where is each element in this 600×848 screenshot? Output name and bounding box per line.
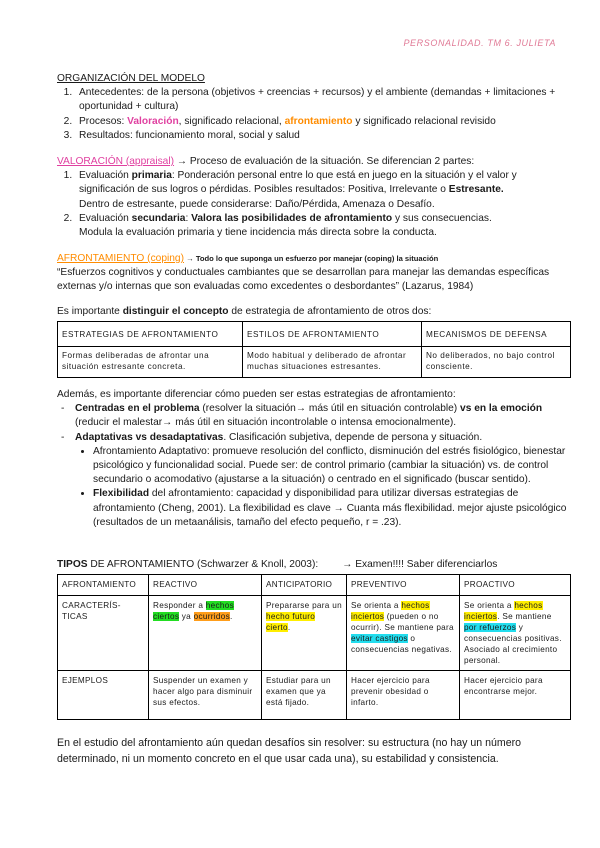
afrontamiento-section: [57, 252, 572, 295]
ademas-list: [57, 402, 572, 445]
ademas-item-adaptativas: [75, 431, 572, 445]
anticipatorio-a: Prepararse para un: [266, 601, 342, 611]
concept-cell-estilos: Modo habitual y deliberado de afrontar muchas situaciones estresantes.: [243, 347, 422, 378]
ejemplo-proactivo: Hacer ejercicio para encontrarse mejor.: [460, 671, 571, 720]
preventivo-b: (pueden o no ocurrir). Se mantiene para: [351, 612, 454, 633]
p1-c: : Ponderación personal entre lo que está en juego en la situación y el valor y significación de sus logros o pérdidas. Posibles resultados: Positiva, Irrelevante o: [79, 170, 517, 196]
concept-header-mecanismos: MECANISMOS DE DEFENSA: [422, 322, 571, 347]
afrontamiento-title: AFRONTAMIENTO (coping): [57, 253, 184, 264]
p1-b: primaria: [131, 170, 172, 182]
ejemplo-preventivo: Hacer ejercicio para prevenir obesidad o infarto.: [347, 671, 460, 720]
reactivo-highlight-2: ocurridos: [193, 612, 230, 622]
ademas-section: [57, 388, 572, 530]
p1-d: Estresante.: [448, 184, 504, 196]
concept-header-estilos: ESTILOS DE AFRONTAMIENTO: [243, 322, 422, 347]
tipos-cell-proactivo: [460, 596, 571, 671]
org-title: ORGANIZACIÓN DEL MODELO: [57, 73, 205, 84]
proactivo-c: y consecuencias positivas. Asociado al crecimiento personal.: [464, 623, 562, 666]
proactivo-a: Se orienta a: [464, 601, 515, 611]
org-item-1: 1. Antecedentes: de la persona (objetivos + creencias + recursos) y el ambiente (demandas + limitaciones + oportunidad + cultura): [75, 86, 572, 114]
p2-e: y sus consecuencias.: [392, 212, 492, 224]
org-item-2: [75, 115, 572, 129]
tipos-heading: [57, 558, 572, 572]
tipos-header-preventivo: PREVENTIVO: [347, 575, 460, 596]
c1-d: (reducir el malestar→ más útil en situación incontrolable o intensa emocionalmente).: [75, 417, 457, 429]
ejemplo-reactivo: Suspender un examen y hacer algo para disminuir sus efectos.: [149, 671, 262, 720]
ademas-item-centradas: [75, 402, 572, 430]
preventivo-a: Se orienta a: [351, 601, 402, 611]
org-item-2-post: y significado relacional revisido: [352, 115, 496, 127]
org-item-2-afrontamiento: afrontamiento: [284, 115, 353, 127]
org-list: [57, 86, 572, 143]
tipos-cell-anticipatorio: [262, 596, 347, 671]
tipos-cell-preventivo: [347, 596, 460, 671]
reactivo-c: .: [230, 612, 233, 622]
tipos-title-bold: TIPOS: [57, 559, 88, 570]
ademas-bullets: [57, 445, 572, 530]
p2-c: :: [185, 212, 192, 224]
org-item-2-valoracion: Valoración: [127, 115, 179, 127]
valoracion-title: VALORACIÓN (appraisal): [57, 156, 175, 167]
reactivo-a: Responder a: [153, 601, 206, 611]
distinguir-section: [57, 305, 572, 378]
tipos-header-anticipatorio: ANTICIPATORIO: [262, 575, 347, 596]
proactivo-b: . Se mantiene: [497, 612, 552, 622]
bullet-flexibilidad: [93, 487, 572, 530]
tipos-section: [57, 558, 572, 720]
concept-cell-mecanismos: No deliberados, no bajo control consciente.: [422, 347, 571, 378]
tipos-row-ejemplos-label: EJEMPLOS: [58, 671, 149, 720]
tipos-row-caracteristicas-label: CARACTERÍS-TICAS: [58, 596, 149, 671]
afrontamiento-note: → Todo lo que suponga un esfuerzo por manejar (coping) la situación: [184, 254, 439, 263]
valoracion-secundaria: [75, 212, 572, 240]
afrontamiento-heading: [57, 252, 572, 266]
tipos-header-proactivo: PROACTIVO: [460, 575, 571, 596]
proactivo-highlight-2: por refuerzos: [464, 623, 517, 633]
b2-b: del afrontamiento: capacidad y disponibilidad para utilizar diversas estrategias de afrontamiento (Cheng, 2001). La flexibilidad es clave → Cuanta más flexibilidad. mejor ajuste psicológico (resultados de un metaanálisis, tamaño del efecto pequeño, r = .23).: [93, 488, 567, 528]
p1-a: Evaluación: [79, 170, 132, 182]
c1-c: vs en la emoción: [460, 403, 543, 415]
c1-b: (resolver la situación→ más útil en situación controlable): [199, 403, 461, 415]
preventivo-highlight-2: evitar castigos: [351, 634, 408, 644]
p2-f: Modula la evaluación primaria y tiene incidencia más directa sobre la conducta.: [79, 227, 437, 239]
c2-a: Adaptativas vs desadaptativas: [75, 431, 224, 443]
preventivo-highlight-1: hechos inciertos: [351, 601, 430, 622]
distinguir-post: de estrategia de afrontamiento de otros dos:: [228, 306, 432, 317]
concept-header-estrategias: ESTRATEGIAS DE AFRONTAMIENTO: [58, 322, 243, 347]
preventivo-c: o consecuencias negativas.: [351, 634, 452, 655]
org-item-3: 3. Resultados: funcionamiento moral, social y salud: [75, 129, 572, 143]
tipos-title-rest: DE AFRONTAMIENTO (Schwarzer & Knoll, 2003):: [87, 559, 319, 570]
bullet-adaptativo: • Afrontamiento Adaptativo: promueve resolución del conflicto, disminución del estrés fisiológico, bienestar psicológico y funcionalidad social. Puede ser: de control primario (cambiar la situación) vs. de control secundario o acomodativo (ajustarse a la situación) o centrado en el significado (buscar sentido).: [93, 445, 572, 488]
valoracion-section: [57, 155, 572, 240]
reactivo-b: ya: [179, 612, 194, 622]
ejemplo-anticipatorio: Estudiar para un examen que ya está fijado.: [262, 671, 347, 720]
org-item-2-mid: , significado relacional,: [178, 115, 285, 127]
anticipatorio-highlight: hecho futuro cierto: [266, 612, 316, 633]
tipos-header-afrontamiento: AFRONTAMIENTO: [58, 575, 149, 596]
tipos-cell-reactivo: [149, 596, 262, 671]
org-item-2-pre: Procesos:: [79, 115, 128, 127]
afrontamiento-quote: “Esfuerzos cognitivos y conductuales cambiantes que se desarrollan para manejar las demandas específicas externas y/o internas que son evaluadas como excedentes o desbordantes” (Lazarus, 1984): [57, 267, 550, 293]
p2-a: Evaluación: [79, 212, 132, 224]
proactivo-highlight-1: hechos inciertos: [464, 601, 543, 622]
p1-e: Dentro de estresante, puede considerarse: Daño/Pérdida, Amenaza o Desafío.: [79, 198, 435, 210]
final-paragraph: En el estudio del afrontamiento aún quedan desafíos sin resolver: su estructura (no hay un número determinado, ni un momento concreto en el que usar cada una), su estabilidad y consistencia.: [57, 737, 522, 765]
valoracion-primaria: [75, 169, 572, 212]
distinguir-pre: Es importante: [57, 306, 123, 317]
b2-a: Flexibilidad: [93, 488, 150, 500]
valoracion-list: [57, 169, 572, 240]
reactivo-highlight-1: hechos ciertos: [153, 601, 234, 622]
tipos-exam-note: → Examen!!!! Saber diferenciarlos: [342, 559, 498, 570]
distinguir-bold: distinguir el concepto: [122, 306, 229, 317]
c1-a: Centradas en el problema: [75, 403, 200, 415]
valoracion-heading: [57, 155, 572, 169]
org-section: [57, 72, 572, 143]
header-note: PERSONALIDAD. TM 6. JULIETA: [403, 38, 556, 48]
p2-d: Valora las posibilidades de afrontamiento: [191, 212, 393, 224]
concept-cell-estrategias: Formas deliberadas de afrontar una situación estresante concreta.: [58, 347, 243, 378]
tipos-header-reactivo: REACTIVO: [149, 575, 262, 596]
ademas-intro: Además, es importante diferenciar cómo pueden ser estas estrategias de afrontamiento:: [57, 389, 456, 400]
c2-b: . Clasificación subjetiva, depende de persona y situación.: [223, 431, 483, 443]
valoracion-intro: → Proceso de evaluación de la situación. Se diferencian 2 partes:: [174, 156, 475, 167]
concept-table: [57, 321, 571, 378]
p2-b: secundaria: [131, 212, 186, 224]
anticipatorio-c: .: [287, 623, 291, 633]
tipos-table: [57, 574, 571, 720]
distinguir-intro: [57, 305, 572, 319]
